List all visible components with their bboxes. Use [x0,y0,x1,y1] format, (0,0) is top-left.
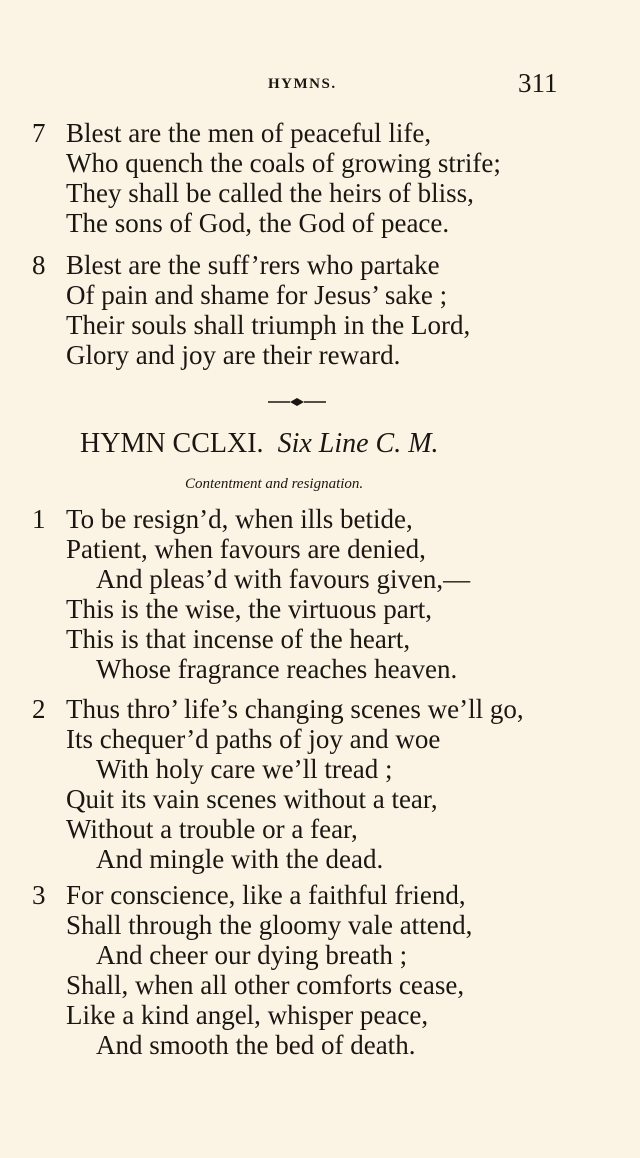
verse-line: Like a kind angel, whisper peace, [66,1000,429,1030]
verse-number: 8 [32,250,46,280]
verse-line: And cheer our dying breath ; [96,940,408,970]
verse-line: And pleas’d with favours given,— [96,564,471,594]
page-number: 311 [518,68,558,98]
verse-line: Blest are the suff’rers who partake [66,250,440,280]
verse-line: Thus thro’ life’s changing scenes we’ll go, [66,694,524,724]
verse-line: This is that incense of the heart, [66,624,411,654]
verse-number: 3 [32,880,46,910]
verse-line: Quit its vain scenes without a tear, [66,784,438,814]
verse-line: With holy care we’ll tread ; [96,754,393,784]
verse-line: Shall through the gloomy vale attend, [66,910,473,940]
verse-number: 2 [32,694,46,724]
hymn-heading [80,428,439,460]
verse-line: Whose fragrance reaches heaven. [96,654,458,684]
verse-line: Of pain and shame for Jesus’ sake ; [66,280,448,310]
hymn-title: HYMN CCLXI. [80,428,264,459]
verse-line: For conscience, like a faithful friend, [66,880,466,910]
verse-line: Its chequer’d paths of joy and woe [66,724,441,754]
verse-line: Shall, when all other comforts cease, [66,970,465,1000]
verse-line: And mingle with the dead. [96,844,384,874]
verse-line: To be resign’d, when ills betide, [66,504,413,534]
verse-line: Blest are the men of peaceful life, [66,118,432,148]
ornament-divider [266,395,328,409]
verse-line: And smooth the bed of death. [96,1030,416,1060]
verse-line: They shall be called the heirs of bliss, [66,178,474,208]
verse-line: Without a trouble or a fear, [66,814,358,844]
verse-line: The sons of God, the God of peace. [66,208,450,238]
verse-number: 1 [32,504,46,534]
verse-line: Who quench the coals of growing strife; [66,148,501,178]
verse-line: Their souls shall triumph in the Lord, [66,310,471,340]
hymn-subtitle: Contentment and resignation. [185,476,364,492]
verse-line: Patient, when favours are denied, [66,534,426,564]
hymn-meter: Six Line C. M. [277,428,439,459]
verse-line: Glory and joy are their reward. [66,340,401,370]
verse-line: This is the wise, the virtuous part, [66,594,432,624]
verse-number: 7 [32,118,46,148]
running-head: HYMNS. [268,76,337,92]
